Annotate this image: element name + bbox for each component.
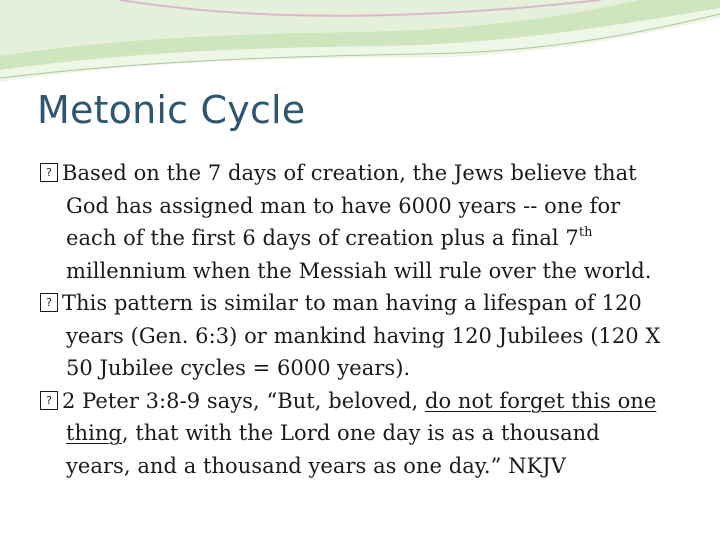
- superscript-th: th: [578, 225, 593, 240]
- bullet-item-2: [0, 287, 720, 385]
- box-glyph-icon: ?: [40, 163, 58, 182]
- bullet-line: years (Gen. 6:3) or mankind having 120 Jubilees (120 X: [66, 323, 661, 348]
- bullet-line: Based on the 7 days of creation, the Jews believe that: [62, 161, 637, 185]
- scripture-reference-text: 2 Peter 3:8-9 says, “But, beloved,: [62, 388, 425, 413]
- bullet-line: 50 Jubilee cycles = 6000 years).: [66, 356, 411, 380]
- slide-title: Metonic Cycle: [37, 88, 306, 132]
- bullet-item-1: [0, 157, 720, 287]
- box-glyph-icon: ?: [40, 293, 58, 312]
- bullet-line: millennium when the Messiah will rule over the world.: [66, 258, 652, 283]
- underlined-phrase: thing: [66, 421, 122, 445]
- bullet-line: God has assigned man to have 6000 years -- one for: [66, 193, 621, 218]
- box-glyph-icon: ?: [40, 391, 58, 410]
- underlined-phrase: do not forget this one: [425, 388, 657, 413]
- quote-text: , that with the Lord one day is as a thousand: [121, 421, 600, 445]
- bullet-line: [0, 222, 720, 255]
- header-wave-decoration: [0, 0, 720, 90]
- bullet-line-text: each of the first 6 days of creation plus a final 7: [66, 226, 579, 250]
- bullet-line: This pattern is similar to man having a lifespan of 120: [62, 291, 642, 315]
- bullet-line: years, and a thousand years as one day.” NKJV: [66, 453, 566, 478]
- bullet-item-3: [0, 385, 720, 483]
- bullet-list: [0, 157, 720, 482]
- bullet-line: [0, 385, 720, 418]
- bullet-line: [0, 417, 720, 450]
